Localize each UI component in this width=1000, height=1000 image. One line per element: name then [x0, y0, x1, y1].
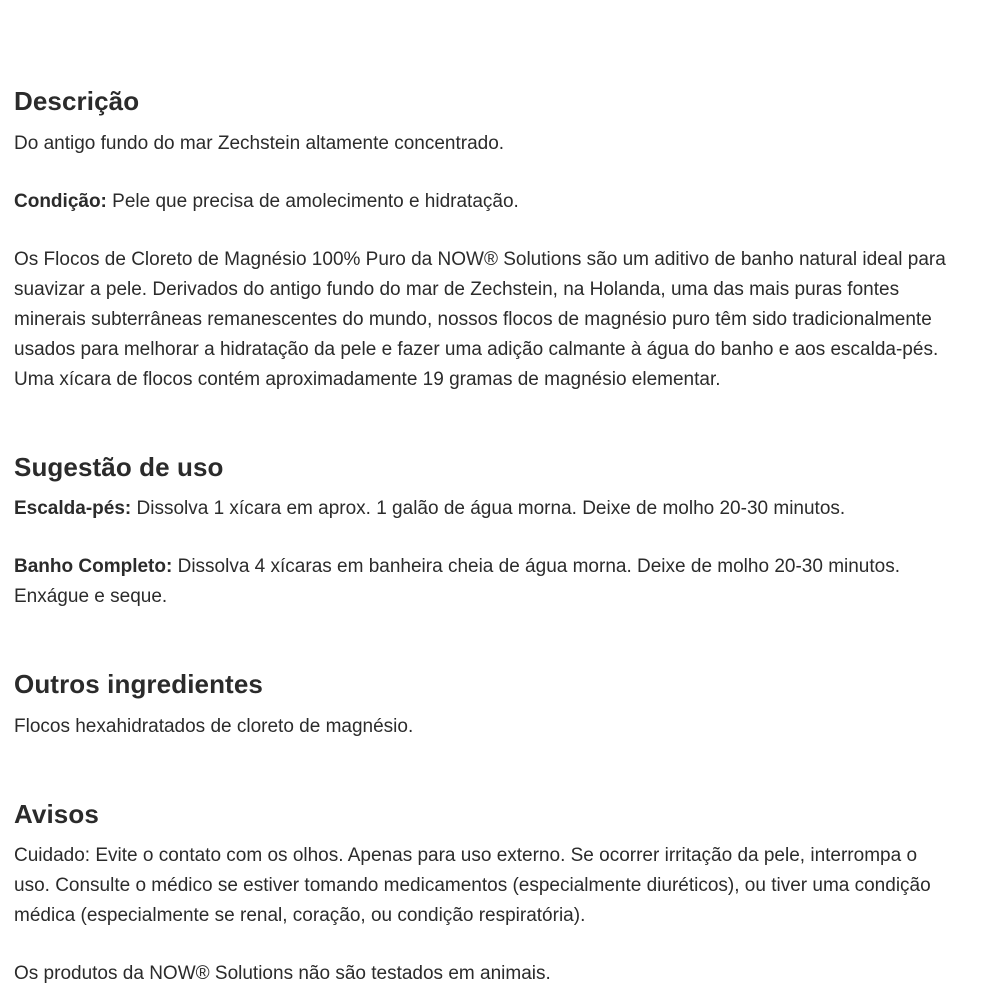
section-outros-ingredientes: [14, 668, 954, 742]
banho-completo-label: Banho Completo:: [14, 556, 173, 577]
escalda-pes-label: Escalda-pés:: [14, 498, 132, 519]
escalda-pes-paragraph: [14, 494, 954, 524]
section-sugestao-de-uso: [14, 451, 954, 613]
descricao-body-text: Os Flocos de Cloreto de Magnésio 100% Puro da NOW® Solutions são um aditivo de banho natural ideal para suavizar a pele. Derivados do antigo fundo do mar de Zechstein, na Holanda, uma das mais puras fontes minerais subterrâneas remanescentes do mundo, nossos flocos de magnésio puro têm sido tradicionalmente usados para melhorar a hidratação da pele e fazer uma adição calmante à água do banho e aos escalda-pés. Uma xícara de flocos contém aproximadamente 19 gramas de magnésio elementar.: [14, 248, 946, 390]
descricao-heading: Descrição: [14, 86, 140, 116]
section-descricao: [14, 85, 954, 395]
avisos-animais-text: Os produtos da NOW® Solutions não são testados em animais.: [14, 963, 551, 984]
descricao-intro-text: Do antigo fundo do mar Zechstein altamente concentrado.: [14, 132, 505, 154]
sugestao-heading: Sugestão de uso: [14, 451, 224, 482]
avisos-cuidado-text: Cuidado: Evite o contato com os olhos. Apenas para uso externo. Se ocorrer irritação da pele, interrompa o uso. Consulte o médico se estiver tomando medicamentos (especialmente diuréticos), ou tiver uma condição médica (especialmente se renal, coração, ou condição respiratória).: [14, 845, 931, 926]
condicao-value: Pele que precisa de amolecimento e hidratação.: [106, 190, 519, 212]
escalda-pes-value: Dissolva 1 xícara em aprox. 1 galão de água morna. Deixe de molho 20-30 minutos.: [131, 498, 846, 519]
banho-completo-value: Dissolva 4 xícaras em banheira cheia de água morna. Deixe de molho 20-30 minutos. Enxágue e seque.: [14, 556, 900, 607]
banho-completo-paragraph: [14, 552, 954, 612]
outros-ingredientes-text: Flocos hexahidratados de cloreto de magnésio.: [14, 715, 414, 737]
avisos-heading: Avisos: [14, 798, 99, 829]
outros-ingredientes-heading: Outros ingredientes: [14, 669, 263, 699]
section-avisos: [14, 798, 954, 990]
condicao-label: Condição:: [14, 190, 107, 212]
condicao-paragraph: [14, 187, 954, 217]
